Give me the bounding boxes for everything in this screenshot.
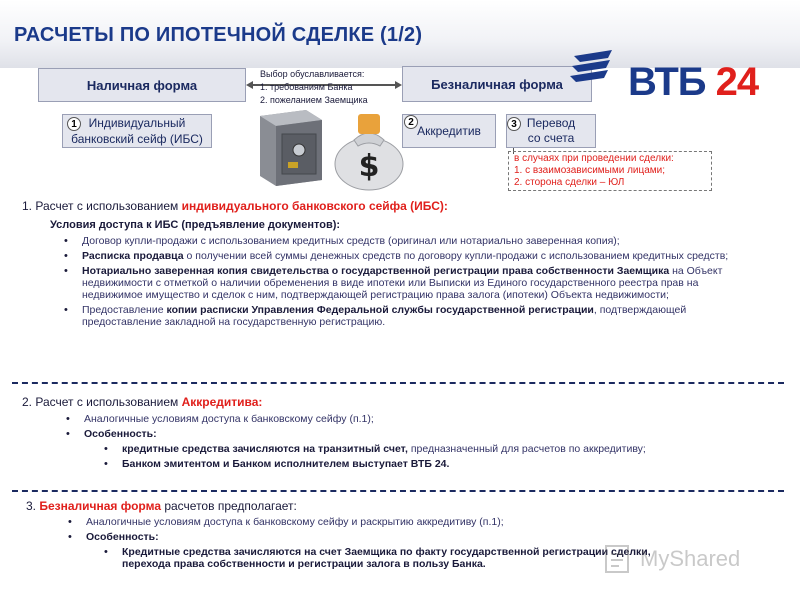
svg-text:$: $ [358, 149, 380, 184]
section1-bullet1: Договор купли-продажи с использованием кредитных средств (оригинал или нотариально заверенная копия); [82, 235, 620, 247]
option-safe-line2: банковский сейф (ИБС) [71, 132, 203, 146]
vtb24-logo [566, 42, 766, 106]
section1-bullets [58, 235, 738, 331]
section3-highlight: Безналичная форма [39, 499, 161, 513]
arrow-left-head [246, 81, 253, 89]
logo-wordmark-accent: 24 [715, 60, 759, 104]
list-item [58, 265, 738, 301]
option-transfer-line2: со счета [527, 131, 575, 145]
section1-prefix: 1. Расчет с использованием [22, 199, 182, 213]
section1-bullet2-rest: о получении всей суммы денежных средств по договору купли-продажи с использованием кредитных средств; [183, 250, 729, 262]
safe-icon [250, 106, 328, 188]
list-item [98, 443, 698, 455]
section3-sub1: Кредитные средства зачисляются на счет Заемщика по факту государственной регистрации сделки, перехода права собственности и регистрации залога в пользу Банка. [122, 546, 651, 570]
section1-bullet4-pre: Предоставление [82, 304, 167, 316]
section2-sub2: Банком эмитентом и Банком исполнителем выступает ВТБ 24. [122, 458, 450, 470]
transfer-note-line: в случаях при проведении сделки: [514, 153, 674, 164]
section2-sub1-rest: предназначенный для расчетов по аккредитиву; [407, 443, 646, 455]
cash-form-label: Наличная форма [86, 77, 198, 93]
option-transfer-line1: Перевод [526, 116, 576, 130]
list-item [98, 458, 698, 470]
page-title: РАСЧЕТЫ ПО ИПОТЕЧНОЙ СДЕЛКЕ (1/2) [14, 24, 423, 46]
list-item [58, 235, 738, 247]
transfer-note-line: 2. сторона сделки – ЮЛ [514, 177, 625, 188]
list-item [62, 516, 722, 528]
choice-note-item: 2. пожеланием Заемщика [260, 95, 368, 105]
transfer-note-line: 1. с взаимозависимыми лицами; [514, 165, 666, 176]
section1-bullet3-bold: Нотариально заверенная копия свидетельства о государственной регистрации права собственности Заемщика [82, 265, 670, 277]
section2-bullet1: Аналогичные условиям доступа к банковскому сейфу (п.1); [84, 413, 374, 425]
watermark-text: MyShared [640, 546, 741, 571]
list-item [58, 250, 738, 262]
noncash-form-box [402, 66, 592, 102]
list-item [60, 413, 720, 425]
section1-highlight: индивидуального банковского сейфа (ИБС): [181, 199, 448, 213]
section2-title [22, 395, 262, 409]
cash-form-box [38, 68, 246, 102]
choice-note [260, 68, 368, 107]
option-letter-of-credit-label: Аккредитив [417, 124, 481, 138]
noncash-form-label: Безналичная форма [431, 76, 563, 92]
watermark-icon [600, 542, 634, 576]
option-safe-box [62, 114, 212, 148]
divider [12, 490, 784, 492]
choice-note-title: Выбор обуславливается: [260, 69, 365, 79]
section1-bullet3-rest: на Объект недвижимости с отметкой о наличии обременения в виде ипотеки или Выписки из Единого государственного реестра прав на недвижимое имущество и сделок с ним, подтверждающей регистрацию права залога (ипотеки) Объекта недвижимости; [82, 265, 723, 301]
option-transfer-number: 3 [507, 117, 521, 131]
section3-suffix: расчетов предполагает: [161, 499, 297, 513]
section1-conditions-heading: Условия доступа к ИБС (предъявление документов): [50, 219, 341, 231]
section3-bullet1: Аналогичные условиям доступа к банковскому сейфу и раскрытию аккредитиву (п.1); [86, 516, 504, 528]
section2-bullet2: Особенность: [84, 428, 157, 440]
choice-note-item: 1. требованиям Банка [260, 82, 353, 92]
section3-title [26, 499, 297, 513]
section1-title [22, 199, 448, 213]
section3-prefix: 3. [26, 499, 40, 513]
money-bag-icon [330, 110, 408, 192]
list-item [58, 304, 738, 328]
section3-bullet2: Особенность: [86, 531, 159, 543]
section2-sub1-bold: кредитные средства зачисляются на транзитный счет, [122, 443, 408, 455]
option-safe-number: 1 [67, 117, 81, 131]
section1-bullet4-rest: , подтверждающей предоставление закладной на государственную регистрацию. [82, 304, 687, 328]
section2-highlight: Аккредитива: [181, 395, 263, 409]
section2-prefix: 2. Расчет с использованием [22, 395, 182, 409]
section2-bullets [60, 413, 720, 443]
section1-bullet4-bold: копии расписки Управления Федеральной службы государственной регистрации [166, 304, 594, 316]
logo-wordmark [628, 62, 758, 102]
option-safe-line1: Индивидуальный [88, 116, 186, 130]
option-letter-of-credit-number: 2 [404, 115, 418, 129]
logo-wordmark-text: ВТБ [628, 60, 706, 104]
section1-bullet2-bold: Расписка продавца [82, 250, 184, 262]
vtb-wave-icon [566, 48, 622, 98]
divider [12, 382, 784, 384]
list-item [60, 428, 720, 440]
watermark [600, 540, 770, 580]
transfer-conditions-note [508, 151, 712, 191]
arrow-right-head [395, 81, 402, 89]
section2-subbullets [98, 443, 698, 473]
